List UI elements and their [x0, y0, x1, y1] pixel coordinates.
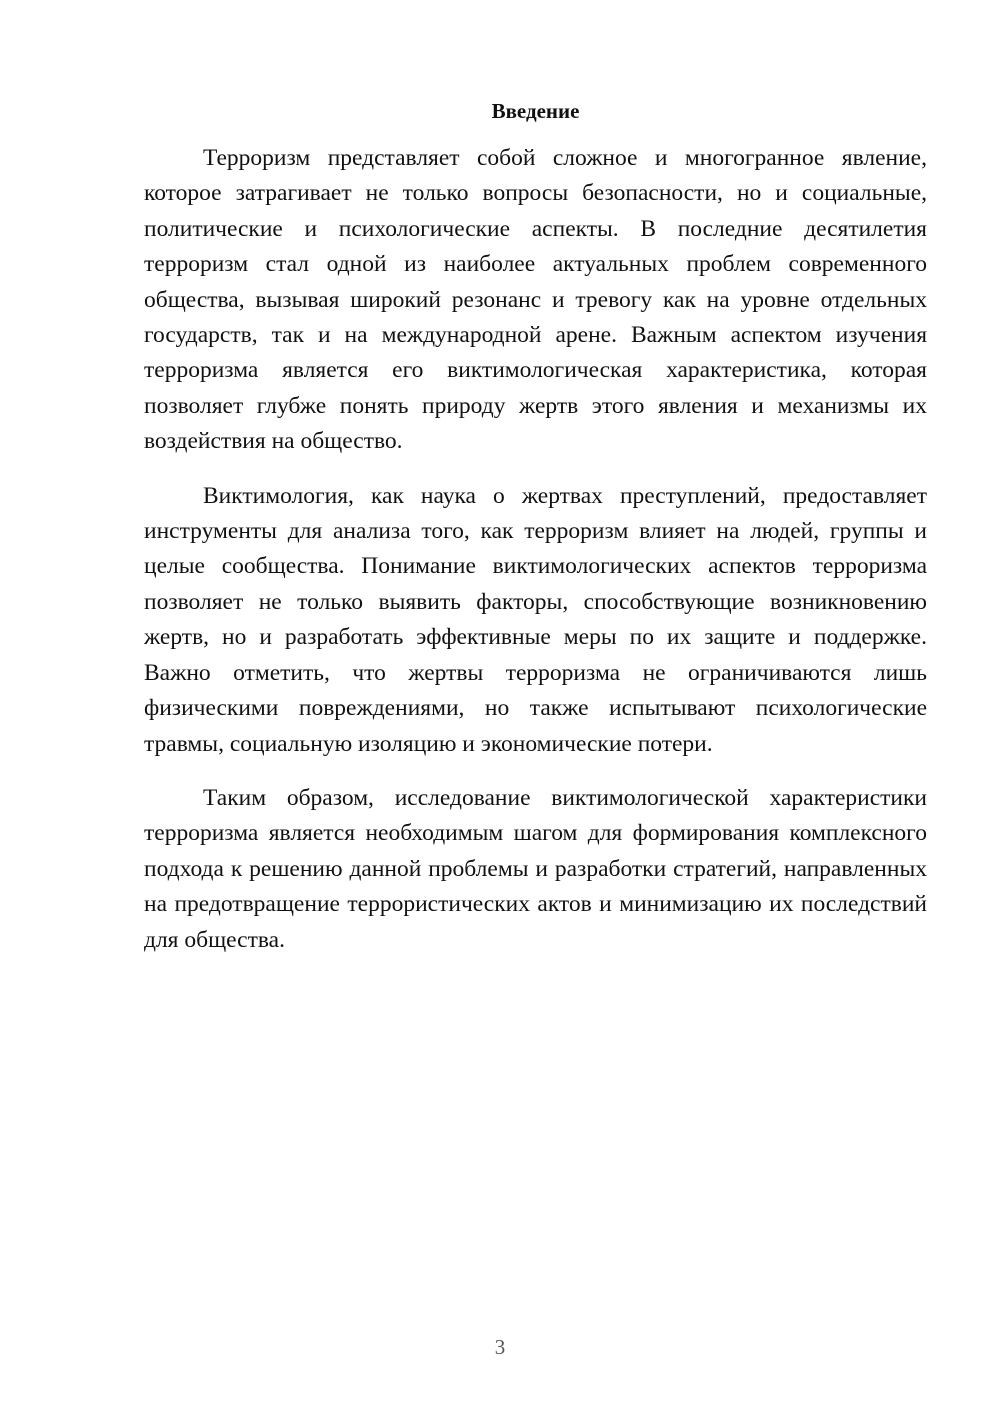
paragraph-1: Терроризм представляет собой сложное и многогранное явление, которое затрагивает не только вопросы безопасности, но и социальные, политические и психологические аспекты. В последние десятилетия терроризм стал одной из наиболее актуальных проблем современного общества, вызывая широкий резонанс и тревогу как на уровне отдельных государств, так и на международной арене. Важным аспектом изучения терроризма является его виктимологическая характеристика, которая позволяет глубже понять природу жертв этого явления и механизмы их воздействия на общество. [144, 145, 927, 455]
section-title: Введение [491, 99, 580, 123]
document-body [144, 141, 927, 958]
paragraph-2: Виктимология, как наука о жертвах преступлений, предоставляет инструменты для анализа того, как терроризм влияет на людей, группы и целые сообщества. Понимание виктимологических аспектов терроризма позволяет не только выявить факторы, способствующие возникновению жертв, но и разработать эффективные меры по их защите и поддержке. Важно отметить, что жертвы терроризма не ограничиваются лишь физическими повреждениями, но также испытывают психологические травмы, социальную изоляцию и экономические потери. [144, 482, 927, 757]
page-number: 3 [494, 1335, 506, 1359]
paragraph-3: Таким образом, исследование виктимологической характеристики терроризма является необходимым шагом для формирования комплексного подхода к решению данной проблемы и разработки стратегий, направленных на предотвращение террористических актов и минимизацию их последствий для общества. [144, 784, 927, 953]
